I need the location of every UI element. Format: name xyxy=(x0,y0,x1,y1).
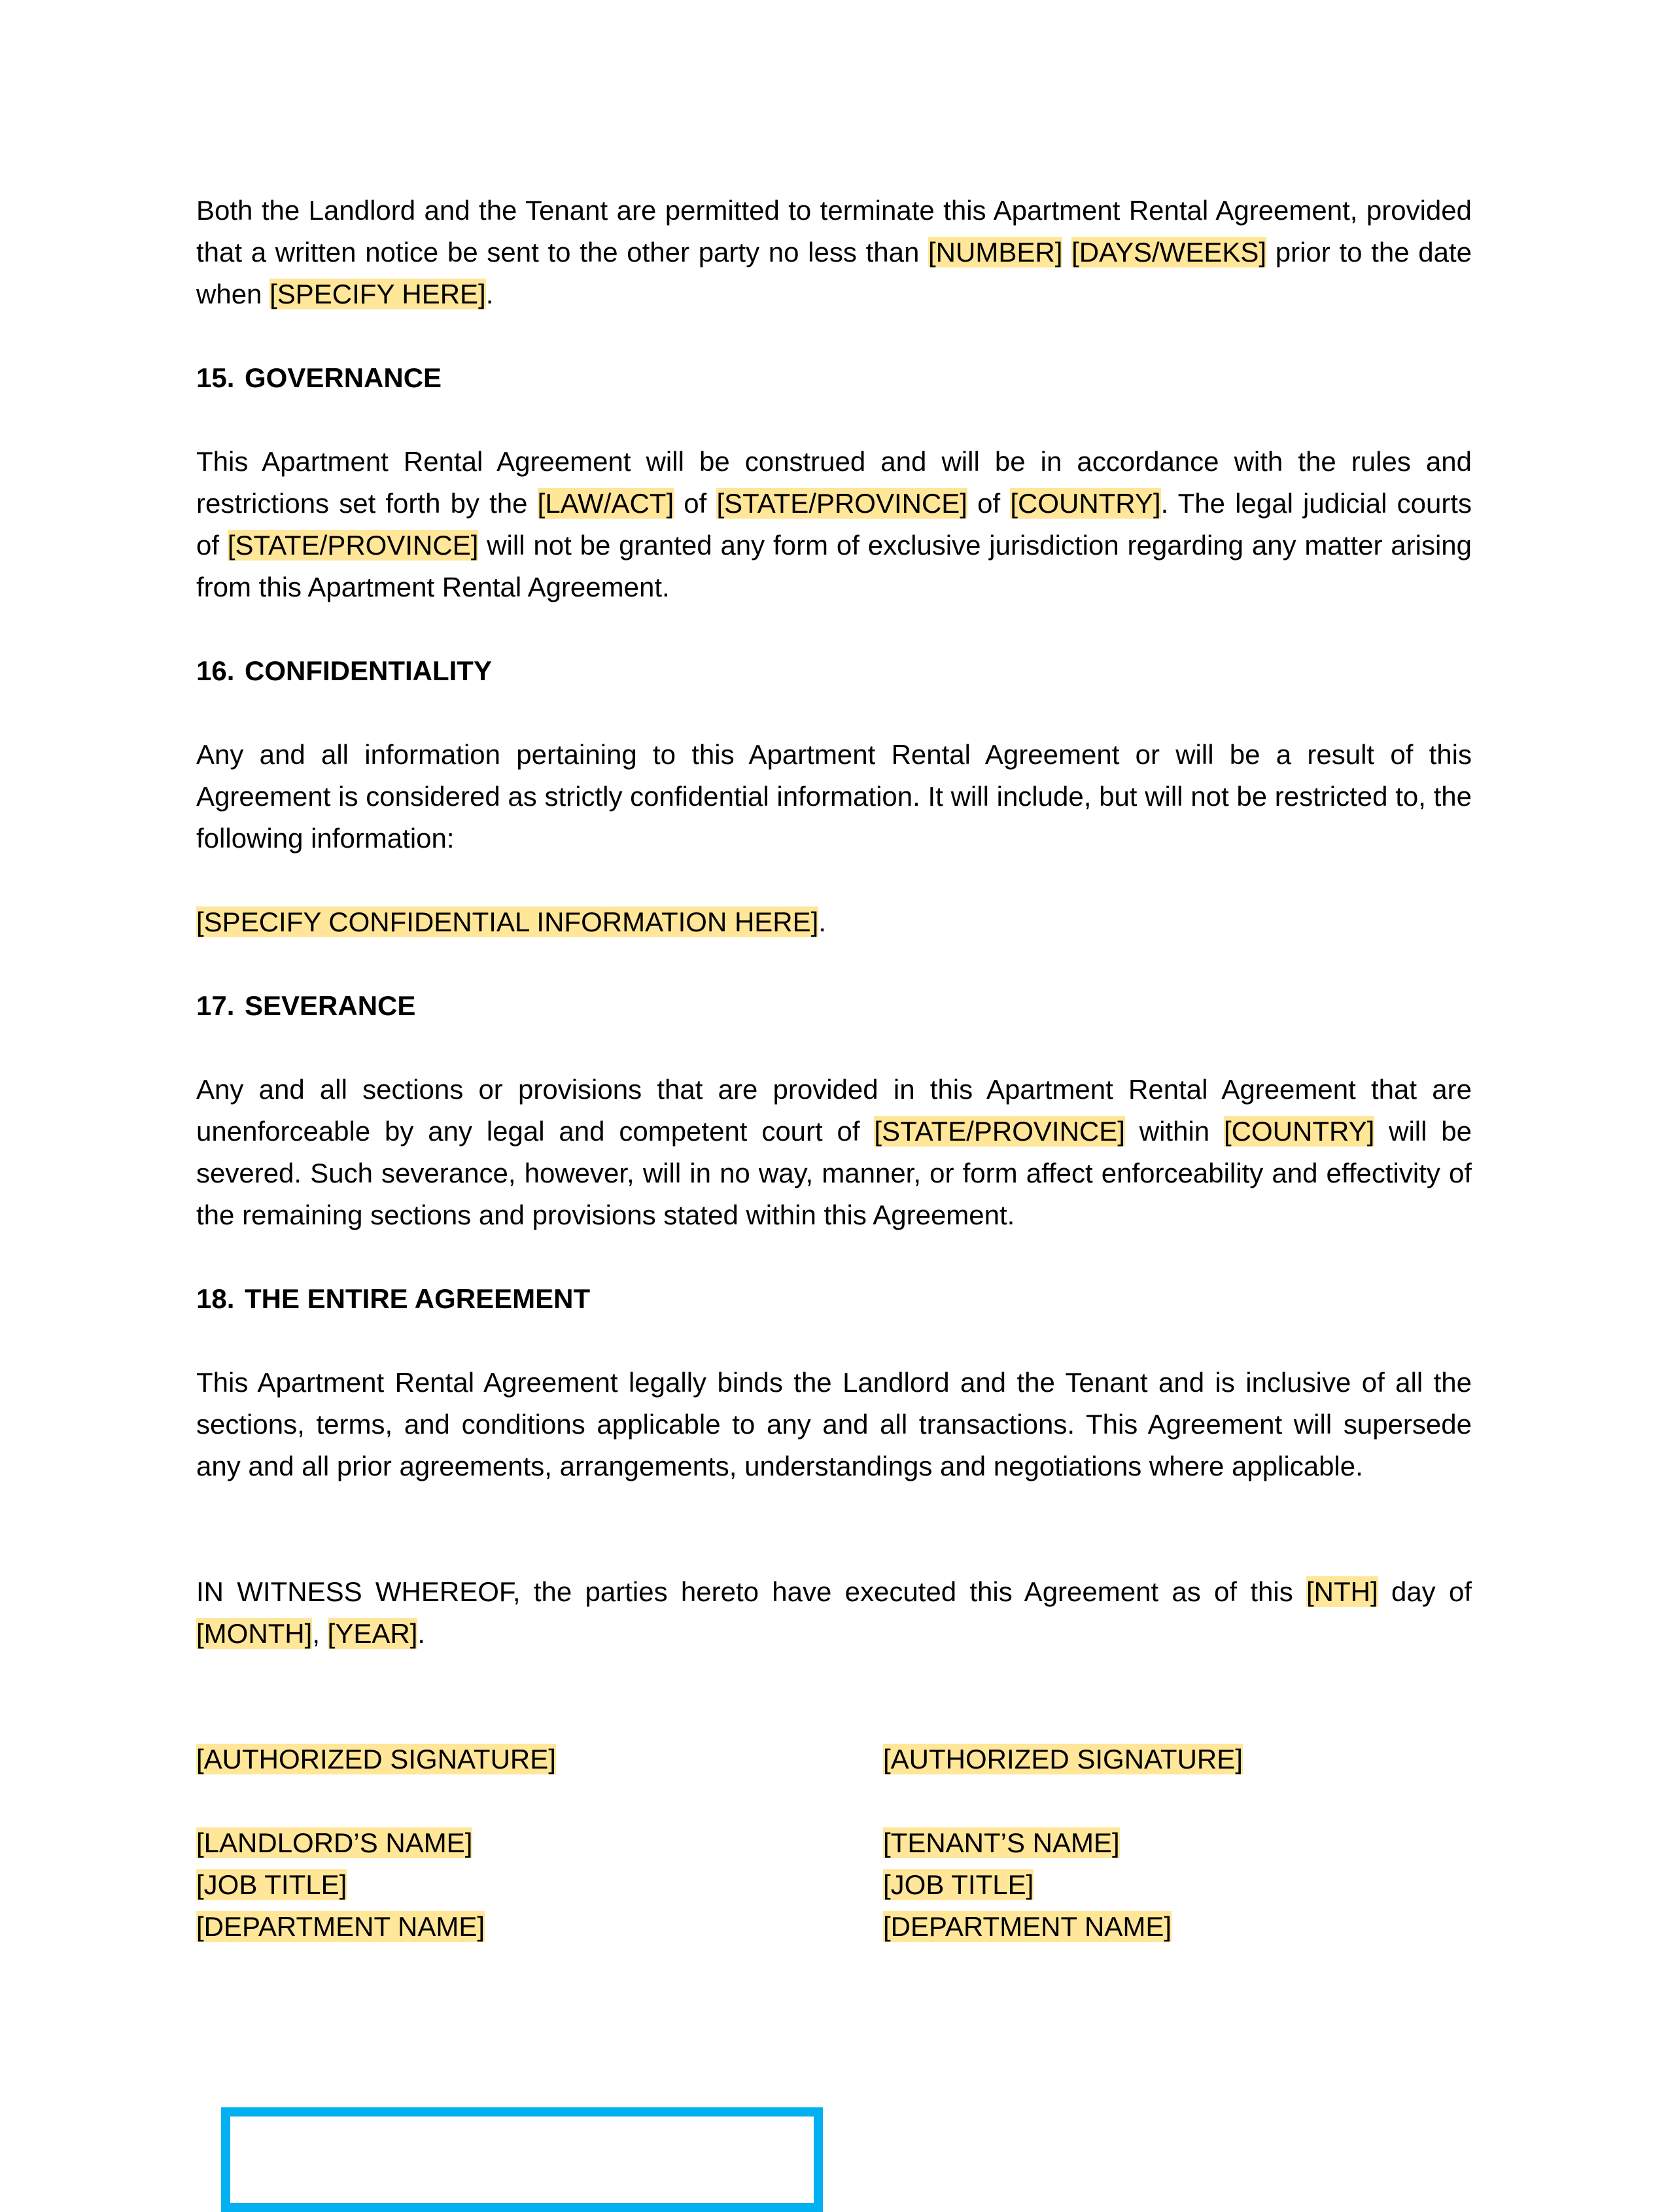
document-body xyxy=(196,190,1472,1948)
signature-block xyxy=(196,1738,1472,1948)
placeholder-year: [YEAR] xyxy=(327,1618,418,1649)
tenant-name: [TENANT’S NAME] xyxy=(883,1827,1120,1858)
landlord-job-title: [JOB TITLE] xyxy=(196,1869,347,1900)
confidentiality-paragraph: Any and all information pertaining to this Apartment Rental Agreement or will be a result of this Agreement is considered as strictly confidential information. It will include, but will not be restricted to, the following information: xyxy=(196,739,1472,854)
placeholder-days-weeks: [DAYS/WEEKS] xyxy=(1071,237,1267,268)
landlord-authorized-signature: [AUTHORIZED SIGNATURE] xyxy=(196,1744,556,1774)
placeholder-number: [NUMBER] xyxy=(928,237,1063,268)
placeholder-confidential-info: [SPECIFY CONFIDENTIAL INFORMATION HERE] xyxy=(196,907,819,937)
placeholder-state-province: [STATE/PROVINCE] xyxy=(874,1116,1125,1147)
section-heading-governance: 15. GOVERNANCE xyxy=(196,362,442,393)
placeholder-country: [COUNTRY] xyxy=(1224,1116,1375,1147)
tenant-authorized-signature: [AUTHORIZED SIGNATURE] xyxy=(883,1744,1243,1774)
tenant-department: [DEPARTMENT NAME] xyxy=(883,1911,1172,1942)
placeholder-specify-here: [SPECIFY HERE] xyxy=(269,279,486,309)
section-heading-severance: 17. SEVERANCE xyxy=(196,990,416,1021)
landlord-signature-column xyxy=(196,1738,883,1948)
witness-paragraph: IN WITNESS WHEREOF, the parties hereto have executed this Agreement as of this [NTH] day of [MONTH], [YEAR]. xyxy=(196,1576,1472,1649)
placeholder-state-province: [STATE/PROVINCE] xyxy=(227,530,479,561)
spacer xyxy=(196,1697,1472,1738)
placeholder-law-act: [LAW/ACT] xyxy=(537,488,674,519)
termination-paragraph: Both the Landlord and the Tenant are permitted to terminate this Apartment Rental Agreement, provided that a written notice be sent to the other party no less than [NUMBER] [DAYS/WEEKS] prior to the date when [SPECIFY HERE]. xyxy=(196,195,1472,309)
placeholder-country: [COUNTRY] xyxy=(1010,488,1161,519)
landlord-department: [DEPARTMENT NAME] xyxy=(196,1911,485,1942)
tenant-job-title: [JOB TITLE] xyxy=(883,1869,1034,1900)
entire-agreement-paragraph: This Apartment Rental Agreement legally binds the Landlord and the Tenant and is inclusive of all the sections, terms, and conditions applicable to any and all transactions. This Agreement will supersede any and all prior agreements, arrangements, understandings and negotiations where applicable. xyxy=(196,1367,1472,1481)
placeholder-state-province: [STATE/PROVINCE] xyxy=(716,488,967,519)
placeholder-month: [MONTH] xyxy=(196,1618,313,1649)
governance-paragraph: This Apartment Rental Agreement will be construed and will be in accordance with the rules and restrictions set forth by the [LAW/ACT] of [STATE/PROVINCE] of [COUNTRY]. The legal judicial courts of [STATE/PROVINCE] will not be granted any form of exclusive jurisdiction regarding any matter arising from this Apartment Rental Agreement. xyxy=(196,446,1472,602)
blue-outline-box xyxy=(221,2107,823,2212)
placeholder-nth: [NTH] xyxy=(1306,1576,1378,1607)
severance-paragraph: Any and all sections or provisions that are provided in this Apartment Rental Agreement that are unenforceable by any legal and competent court of [STATE/PROVINCE] within [COUNTRY] will be severed. Such severance, however, will in no way, manner, or form affect enforceability and effectivity of the remaining sections and provisions stated within this Agreement. xyxy=(196,1074,1472,1230)
tenant-signature-column xyxy=(883,1738,1472,1948)
section-heading-confidentiality: 16. CONFIDENTIALITY xyxy=(196,655,492,686)
spacer xyxy=(196,1529,1472,1571)
confidential-info-paragraph: [SPECIFY CONFIDENTIAL INFORMATION HERE]. xyxy=(196,907,826,937)
landlord-name: [LANDLORD’S NAME] xyxy=(196,1827,473,1858)
section-heading-entire-agreement: 18. THE ENTIRE AGREEMENT xyxy=(196,1283,591,1314)
